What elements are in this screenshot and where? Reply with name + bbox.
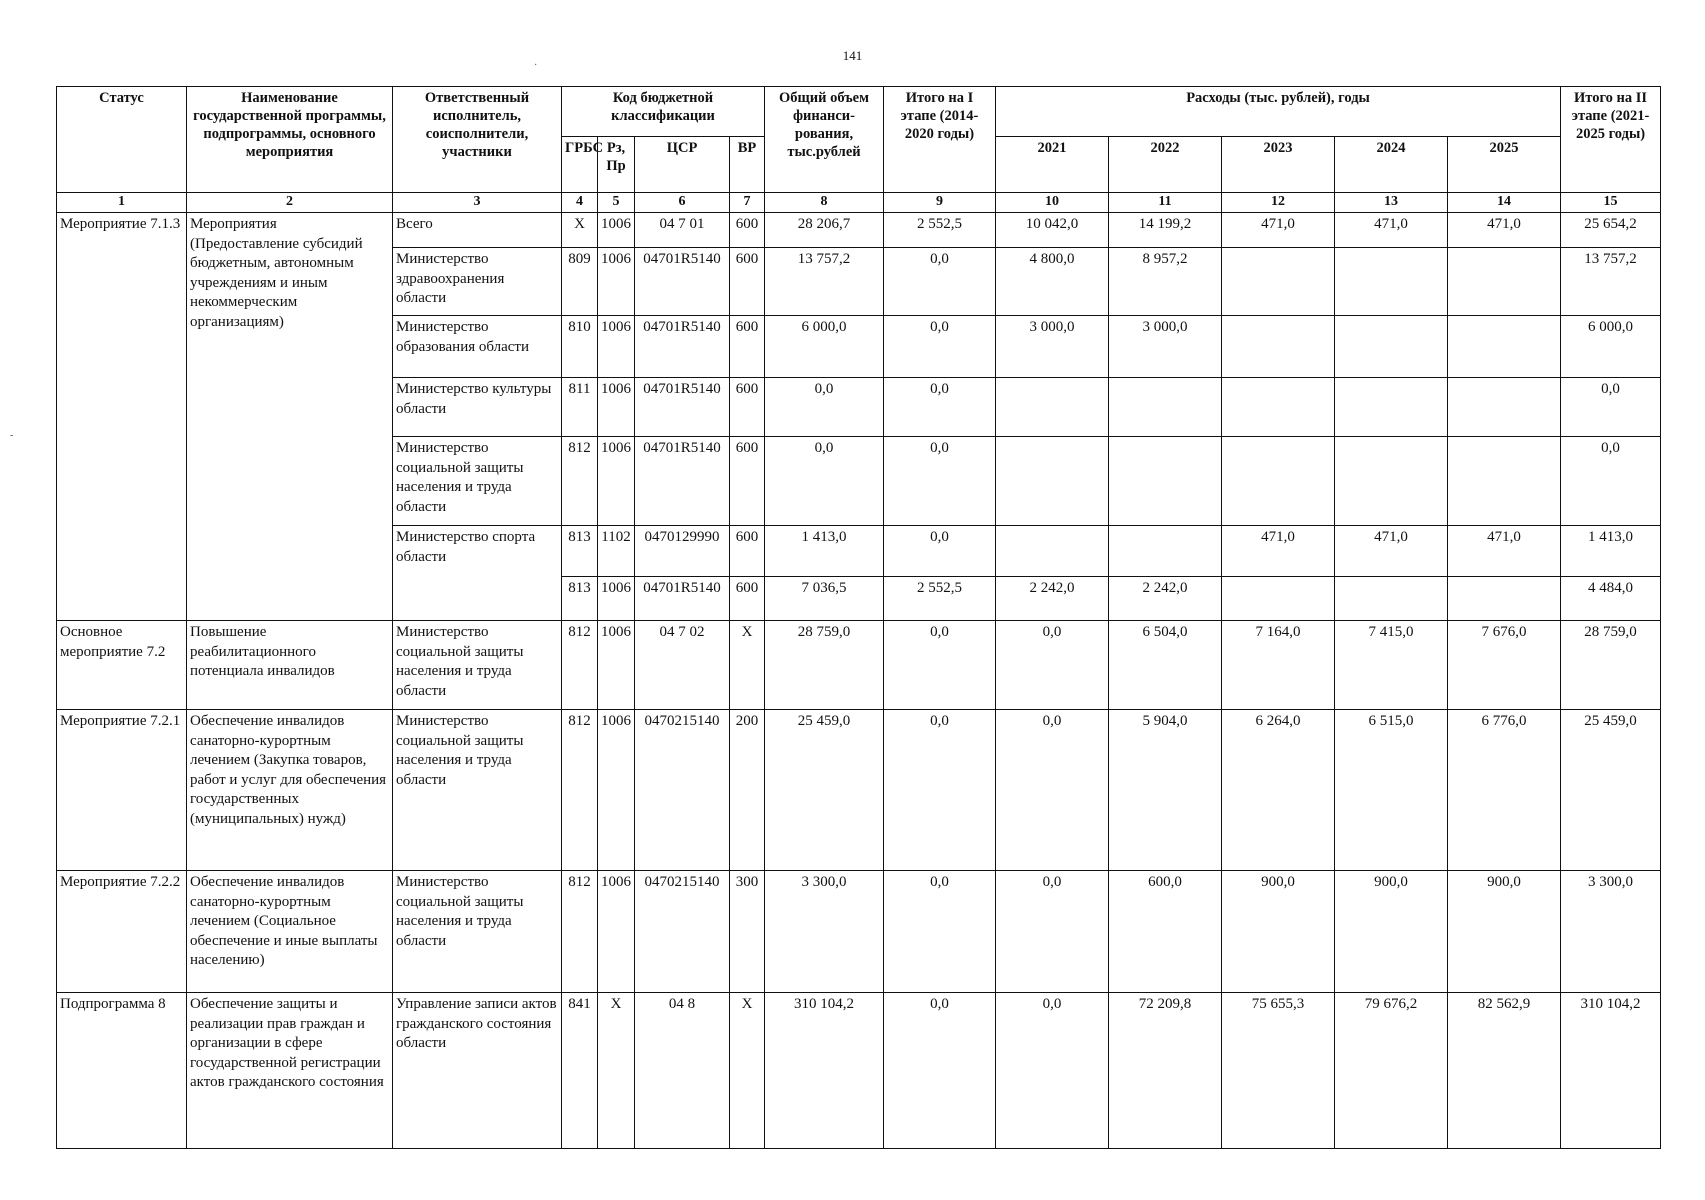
header-stage2: Итого на II этапе (2021-2025 годы) [1561, 87, 1661, 193]
header-expenses: Расходы (тыс. рублей), годы [996, 87, 1561, 137]
rzpr-cell: 1006 [598, 378, 635, 437]
stage2-cell: 1 413,0 [1561, 526, 1661, 577]
y2025-cell [1448, 316, 1561, 378]
column-number: 3 [393, 193, 562, 213]
vr-cell: 600 [730, 577, 765, 621]
stage2-cell: 6 000,0 [1561, 316, 1661, 378]
status-cell: Основное мероприятие 7.2 [57, 621, 187, 710]
grbs-cell: 813 [562, 577, 598, 621]
y2024-cell [1335, 378, 1448, 437]
header-2022: 2022 [1109, 137, 1222, 193]
total-cell: 1 413,0 [765, 526, 884, 577]
name-cell: Обеспечение защиты и реализации прав граждан и организации в сфере государственной регистрации актов гражданского состояния [187, 993, 393, 1149]
column-number: 14 [1448, 193, 1561, 213]
y2023-cell: 75 655,3 [1222, 993, 1335, 1149]
y2025-cell: 900,0 [1448, 871, 1561, 993]
table-row [57, 993, 1661, 1149]
y2024-cell: 7 415,0 [1335, 621, 1448, 710]
grbs-cell: 841 [562, 993, 598, 1149]
header-budget-code: Код бюджетной классификации [562, 87, 765, 137]
y2023-cell: 7 164,0 [1222, 621, 1335, 710]
csr-cell: 04701R5140 [635, 316, 730, 378]
vr-cell: Х [730, 621, 765, 710]
csr-cell: 04701R5140 [635, 378, 730, 437]
executor-cell: Министерство культуры области [393, 378, 562, 437]
stage1-cell: 0,0 [884, 248, 996, 316]
column-number: 15 [1561, 193, 1661, 213]
page-number: 141 [842, 48, 863, 63]
header-2024: 2024 [1335, 137, 1448, 193]
column-number: 5 [598, 193, 635, 213]
y2024-cell: 471,0 [1335, 526, 1448, 577]
y2024-cell: 79 676,2 [1335, 993, 1448, 1149]
vr-cell: 200 [730, 710, 765, 871]
total-cell: 7 036,5 [765, 577, 884, 621]
column-number: 10 [996, 193, 1109, 213]
y2022-cell: 3 000,0 [1109, 316, 1222, 378]
vr-cell: 300 [730, 871, 765, 993]
header-status: Статус [57, 87, 187, 193]
csr-cell: 04 8 [635, 993, 730, 1149]
stage1-cell: 0,0 [884, 437, 996, 526]
y2022-cell [1109, 378, 1222, 437]
header-grbs: ГРБС [562, 137, 598, 193]
total-cell: 310 104,2 [765, 993, 884, 1149]
rzpr-cell: 1006 [598, 621, 635, 710]
y2025-cell [1448, 248, 1561, 316]
y2021-cell: 0,0 [996, 871, 1109, 993]
csr-cell: 04 7 02 [635, 621, 730, 710]
y2022-cell: 5 904,0 [1109, 710, 1222, 871]
y2022-cell: 2 242,0 [1109, 577, 1222, 621]
csr-cell: 04701R5140 [635, 248, 730, 316]
y2021-cell [996, 526, 1109, 577]
y2021-cell [996, 437, 1109, 526]
total-cell: 25 459,0 [765, 710, 884, 871]
executor-cell: Министерство социальной защиты населения и труда области [393, 437, 562, 526]
stage2-cell: 4 484,0 [1561, 577, 1661, 621]
rzpr-cell: 1006 [598, 871, 635, 993]
rzpr-cell: 1006 [598, 577, 635, 621]
scan-speck: · [534, 60, 538, 71]
grbs-cell: 809 [562, 248, 598, 316]
table-row [57, 621, 1661, 710]
stage2-cell: 28 759,0 [1561, 621, 1661, 710]
header-vr: ВР [730, 137, 765, 193]
total-cell: 3 300,0 [765, 871, 884, 993]
csr-cell: 0470215140 [635, 871, 730, 993]
column-number: 7 [730, 193, 765, 213]
stage2-cell: 25 654,2 [1561, 213, 1661, 248]
csr-cell: 0470215140 [635, 710, 730, 871]
y2025-cell [1448, 577, 1561, 621]
header-stage1: Итого на I этапе (2014-2020 годы) [884, 87, 996, 193]
rzpr-cell: 1006 [598, 710, 635, 871]
total-cell: 0,0 [765, 437, 884, 526]
y2023-cell [1222, 316, 1335, 378]
stage1-cell: 0,0 [884, 993, 996, 1149]
executor-cell: Министерство социальной защиты населения и труда области [393, 871, 562, 993]
y2023-cell [1222, 378, 1335, 437]
y2022-cell [1109, 526, 1222, 577]
y2024-cell [1335, 248, 1448, 316]
y2022-cell: 72 209,8 [1109, 993, 1222, 1149]
budget-table [56, 86, 1661, 1149]
name-cell: Обеспечение инвалидов санаторно-курортным лечением (Закупка товаров, работ и услуг для обеспечения государственных (муниципальных) нужд) [187, 710, 393, 871]
header-rzpr: Рз, Пр [598, 137, 635, 193]
vr-cell: 600 [730, 378, 765, 437]
y2021-cell: 0,0 [996, 710, 1109, 871]
y2022-cell: 600,0 [1109, 871, 1222, 993]
rzpr-cell: 1006 [598, 437, 635, 526]
grbs-cell: 812 [562, 710, 598, 871]
stage1-cell: 0,0 [884, 526, 996, 577]
vr-cell: 600 [730, 248, 765, 316]
csr-cell: 0470129990 [635, 526, 730, 577]
column-number: 9 [884, 193, 996, 213]
vr-cell: Х [730, 993, 765, 1149]
y2021-cell [996, 378, 1109, 437]
stage2-cell: 25 459,0 [1561, 710, 1661, 871]
header-executor: Ответственный исполнитель, соисполнители, участники [393, 87, 562, 193]
executor-cell: Министерство спорта области [393, 526, 562, 621]
header-2023: 2023 [1222, 137, 1335, 193]
header-total-volume: Общий объем финанси-рования, тыс.рублей [765, 87, 884, 193]
y2025-cell: 471,0 [1448, 526, 1561, 577]
header-2021: 2021 [996, 137, 1109, 193]
y2025-cell [1448, 378, 1561, 437]
y2024-cell: 900,0 [1335, 871, 1448, 993]
rzpr-cell: 1102 [598, 526, 635, 577]
status-cell: Мероприятие 7.2.1 [57, 710, 187, 871]
column-number: 2 [187, 193, 393, 213]
y2024-cell [1335, 577, 1448, 621]
status-cell: Подпрограмма 8 [57, 993, 187, 1149]
header-name: Наименование государственной программы, подпрограммы, основного мероприятия [187, 87, 393, 193]
y2022-cell: 6 504,0 [1109, 621, 1222, 710]
executor-cell: Управление записи актов гражданского состояния области [393, 993, 562, 1149]
name-cell: Мероприятия (Предоставление субсидий бюджетным, автономным учреждениям и иным некоммерческим организациям) [187, 213, 393, 621]
y2022-cell: 8 957,2 [1109, 248, 1222, 316]
executor-cell: Министерство образования области [393, 316, 562, 378]
vr-cell: 600 [730, 316, 765, 378]
y2023-cell: 471,0 [1222, 526, 1335, 577]
y2025-cell: 471,0 [1448, 213, 1561, 248]
name-cell: Повышение реабилитационного потенциала инвалидов [187, 621, 393, 710]
y2023-cell: 471,0 [1222, 213, 1335, 248]
total-cell: 28 759,0 [765, 621, 884, 710]
column-number: 8 [765, 193, 884, 213]
vr-cell: 600 [730, 437, 765, 526]
rzpr-cell: 1006 [598, 316, 635, 378]
total-cell: 28 206,7 [765, 213, 884, 248]
column-number: 1 [57, 193, 187, 213]
y2024-cell [1335, 437, 1448, 526]
column-number-row [57, 193, 1661, 213]
stage2-cell: 310 104,2 [1561, 993, 1661, 1149]
name-cell: Обеспечение инвалидов санаторно-курортным лечением (Социальное обеспечение и иные выплаты населению) [187, 871, 393, 993]
status-cell: Мероприятие 7.1.3 [57, 213, 187, 621]
grbs-cell: 812 [562, 621, 598, 710]
y2022-cell [1109, 437, 1222, 526]
y2021-cell: 4 800,0 [996, 248, 1109, 316]
vr-cell: 600 [730, 526, 765, 577]
y2025-cell: 7 676,0 [1448, 621, 1561, 710]
executor-cell: Министерство социальной защиты населения и труда области [393, 710, 562, 871]
stage1-cell: 2 552,5 [884, 213, 996, 248]
header-2025: 2025 [1448, 137, 1561, 193]
grbs-cell: 811 [562, 378, 598, 437]
stage1-cell: 2 552,5 [884, 577, 996, 621]
y2025-cell: 6 776,0 [1448, 710, 1561, 871]
csr-cell: 04701R5140 [635, 577, 730, 621]
grbs-cell: 813 [562, 526, 598, 577]
csr-cell: 04701R5140 [635, 437, 730, 526]
vr-cell: 600 [730, 213, 765, 248]
y2022-cell: 14 199,2 [1109, 213, 1222, 248]
grbs-cell: 812 [562, 871, 598, 993]
stage1-cell: 0,0 [884, 871, 996, 993]
y2024-cell [1335, 316, 1448, 378]
y2023-cell [1222, 577, 1335, 621]
stage2-cell: 13 757,2 [1561, 248, 1661, 316]
stage1-cell: 0,0 [884, 378, 996, 437]
status-cell: Мероприятие 7.2.2 [57, 871, 187, 993]
y2021-cell: 10 042,0 [996, 213, 1109, 248]
column-number: 6 [635, 193, 730, 213]
table-row [57, 871, 1661, 993]
total-cell: 0,0 [765, 378, 884, 437]
executor-cell: Министерство здравоохранения области [393, 248, 562, 316]
stage2-cell: 3 300,0 [1561, 871, 1661, 993]
stage1-cell: 0,0 [884, 316, 996, 378]
total-cell: 6 000,0 [765, 316, 884, 378]
header-csr: ЦСР [635, 137, 730, 193]
y2023-cell: 6 264,0 [1222, 710, 1335, 871]
rzpr-cell: 1006 [598, 213, 635, 248]
stage1-cell: 0,0 [884, 710, 996, 871]
csr-cell: 04 7 01 [635, 213, 730, 248]
grbs-cell: 810 [562, 316, 598, 378]
column-number: 11 [1109, 193, 1222, 213]
table-row [57, 710, 1661, 871]
stage2-cell: 0,0 [1561, 378, 1661, 437]
executor-cell: Всего [393, 213, 562, 248]
y2024-cell: 471,0 [1335, 213, 1448, 248]
table-row [57, 213, 1661, 248]
stage2-cell: 0,0 [1561, 437, 1661, 526]
y2023-cell [1222, 248, 1335, 316]
executor-cell: Министерство социальной защиты населения и труда области [393, 621, 562, 710]
stage1-cell: 0,0 [884, 621, 996, 710]
y2024-cell: 6 515,0 [1335, 710, 1448, 871]
total-cell: 13 757,2 [765, 248, 884, 316]
y2021-cell: 0,0 [996, 621, 1109, 710]
y2023-cell: 900,0 [1222, 871, 1335, 993]
y2021-cell: 3 000,0 [996, 316, 1109, 378]
rzpr-cell: Х [598, 993, 635, 1149]
y2025-cell: 82 562,9 [1448, 993, 1561, 1149]
grbs-cell: Х [562, 213, 598, 248]
rzpr-cell: 1006 [598, 248, 635, 316]
grbs-cell: 812 [562, 437, 598, 526]
y2021-cell: 0,0 [996, 993, 1109, 1149]
column-number: 13 [1335, 193, 1448, 213]
column-number: 4 [562, 193, 598, 213]
column-number: 12 [1222, 193, 1335, 213]
y2021-cell: 2 242,0 [996, 577, 1109, 621]
y2023-cell [1222, 437, 1335, 526]
scan-speck: - [10, 430, 14, 441]
y2025-cell [1448, 437, 1561, 526]
